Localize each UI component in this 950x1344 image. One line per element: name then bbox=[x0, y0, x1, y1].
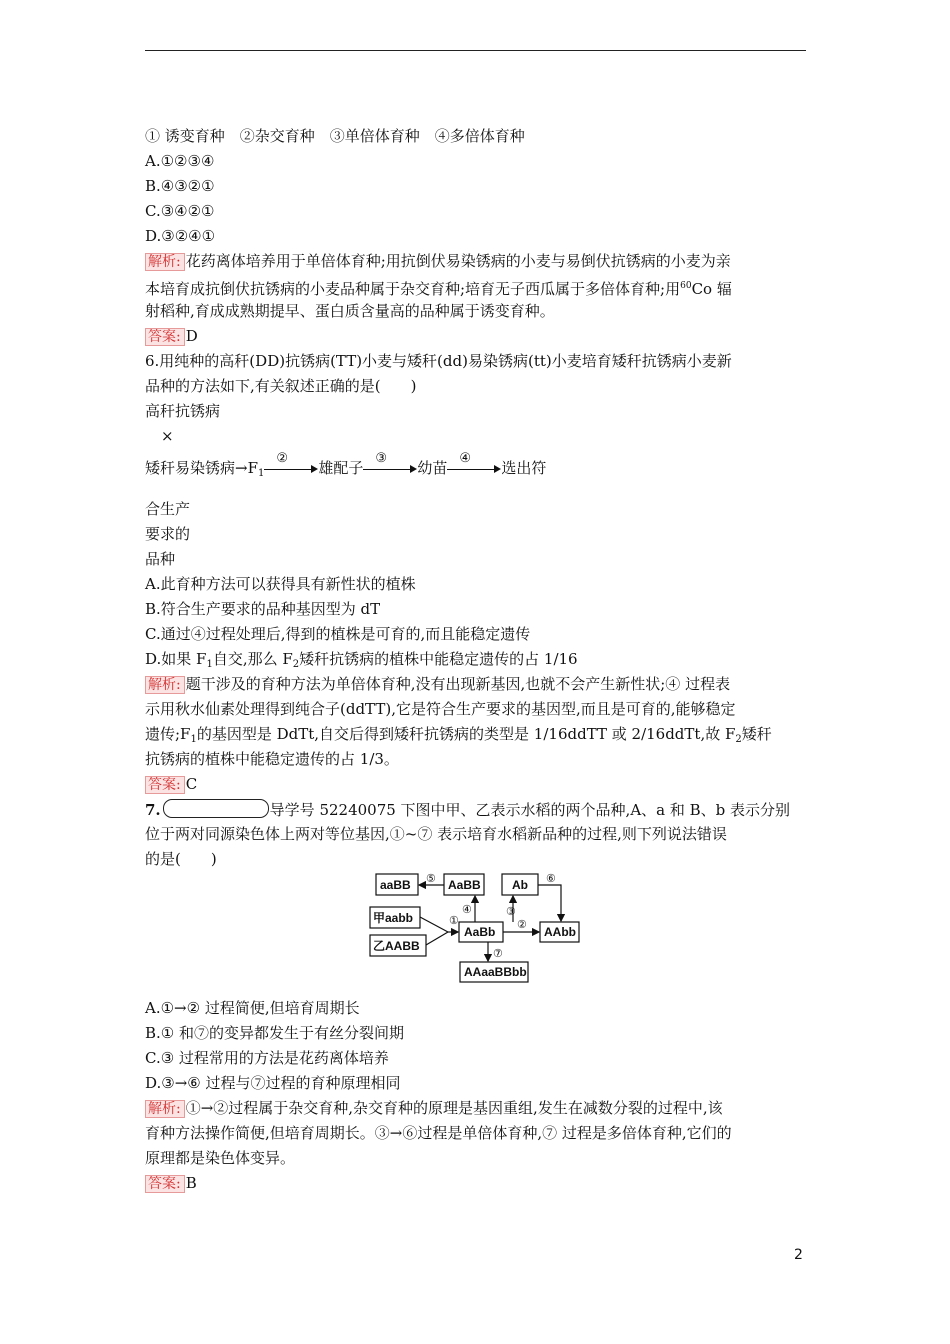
q6-flow-result-3: 品种 bbox=[145, 550, 176, 568]
q7-stem-line-3: 的是( ) bbox=[145, 850, 217, 868]
q5-analysis-line-2: 本培育成抗倒伏抗锈病的小麦品种属于杂交育种;培育无子西瓜属于多倍体育种;用$^{60}$Co 辐 bbox=[145, 280, 732, 298]
q6-flow-parent-1: 高秆抗锈病 bbox=[145, 402, 221, 420]
q6-analysis-line-1: 解析: 题干涉及的育种方法为单倍体育种,没有出现新基因,也就不会产生新性状;④ 过程表 bbox=[145, 674, 730, 694]
label-step-5: ⑤ bbox=[426, 873, 436, 885]
label-AAaaBBbb: AAaaBBbb bbox=[464, 965, 527, 979]
q5-options-line: ① 诱变育种 ②杂交育种 ③单倍体育种 ④多倍体育种 bbox=[145, 127, 525, 145]
guide-link-pill[interactable] bbox=[163, 799, 269, 818]
q5-answer: 答案: D bbox=[145, 326, 198, 346]
q5-option-b: B.④③②① bbox=[145, 177, 215, 195]
q5-analysis-line-1: 解析: 花药离体培养用于单倍体育种;用抗倒伏易染锈病的小麦与易倒伏抗锈病的小麦为亲 bbox=[145, 251, 731, 271]
label-Ab: Ab bbox=[512, 878, 528, 892]
q6-answer: 答案: C bbox=[145, 774, 197, 794]
label-step-1: ① bbox=[449, 915, 459, 927]
flow-arrow-3: ③ bbox=[363, 457, 417, 477]
label-AaBb: AaBb bbox=[464, 925, 496, 939]
q6-analysis-line-3: 遗传$;F_1$的基因型是 DdTt,自交后得到矮秆抗锈病的类型是 1/16ddTT 或 2/16ddTt,故 $F_2$矮秆 bbox=[145, 725, 772, 745]
q7-option-c: C.③ 过程常用的方法是花药离体培养 bbox=[145, 1049, 389, 1067]
q5-option-d: D.③②④① bbox=[145, 227, 216, 245]
q7-stem-line-1: 7. 导学号 52240075 下图中甲、乙表示水稻的两个品种,A、a 和 B、b 表示分别 bbox=[145, 801, 791, 819]
q7-answer: 答案: B bbox=[145, 1173, 197, 1193]
q6-option-d: D.如果 $F_1$自交,那么 $F_2$矮秆抗锈病的植株中能稳定遗传的占 1/16 bbox=[145, 650, 578, 670]
page-number: 2 bbox=[794, 1247, 803, 1263]
label-yi: 乙AABB bbox=[373, 939, 420, 953]
answer-label: 答案: bbox=[145, 776, 185, 794]
q6-flow-cross: × bbox=[161, 427, 174, 445]
label-step-3: ③ bbox=[506, 906, 516, 918]
header-rule bbox=[145, 50, 806, 51]
label-AAbb: AAbb bbox=[544, 925, 576, 939]
answer-label: 答案: bbox=[145, 1175, 185, 1193]
label-AaBB: AaBB bbox=[448, 878, 481, 892]
q6-analysis-line-2: 示用秋水仙素处理得到纯合子(ddTT),它是符合生产要求的基因型,而且是可育的,能够稳定 bbox=[145, 700, 736, 718]
q7-analysis-line-3: 原理都是染色体变异。 bbox=[145, 1149, 296, 1167]
q6-stem-line-1: 6.用纯种的高秆(DD)抗锈病(TT)小麦与矮秆(dd)易染锈病(tt)小麦培育矮秆抗锈病小麦新 bbox=[145, 352, 732, 370]
q6-option-c: C.通过④过程处理后,得到的植株是可育的,而且能稳定遗传 bbox=[145, 625, 531, 643]
q6-flow-chain: 矮秆易染锈病$\to F_1$ ② 雄配子 ③ 幼苗 ④ 选出符 bbox=[145, 451, 547, 479]
q7-option-b: B.① 和⑦的变异都发生于有丝分裂间期 bbox=[145, 1024, 405, 1042]
q6-option-b: B.符合生产要求的品种基因型为 dT bbox=[145, 600, 381, 618]
join-line-jia bbox=[420, 917, 448, 932]
q7-option-d: D.③→⑥ 过程与⑦过程的育种原理相同 bbox=[145, 1074, 401, 1092]
q7-stem-line-2: 位于两对同源染色体上两对等位基因,①~⑦ 表示培育水稻新品种的过程,则下列说法错误 bbox=[145, 825, 727, 843]
label-step-4: ④ bbox=[462, 904, 472, 916]
q6-analysis-line-4: 抗锈病的植株中能稳定遗传的占 1/3。 bbox=[145, 750, 399, 768]
label-step-6: ⑥ bbox=[546, 873, 556, 885]
q6-option-a: A.此育种方法可以获得具有新性状的植株 bbox=[145, 575, 416, 593]
q7-analysis-line-1: 解析: ①→②过程属于杂交育种,杂交育种的原理是基因重组,发生在减数分裂的过程中,该 bbox=[145, 1098, 723, 1118]
label-step-7: ⑦ bbox=[493, 948, 503, 960]
breeding-diagram bbox=[360, 868, 590, 986]
q5-option-c: C.③④②① bbox=[145, 202, 215, 220]
analysis-label: 解析: bbox=[145, 1100, 185, 1118]
q6-flow-result-1: 合生产 bbox=[145, 500, 191, 518]
q5-analysis-line-3: 射稻种,育成成熟期提早、蛋白质含量高的品种属于诱变育种。 bbox=[145, 302, 555, 320]
q7-analysis-line-2: 育种方法操作简便,但培育周期长。③→⑥过程是单倍体育种,⑦ 过程是多倍体育种,它们的 bbox=[145, 1124, 732, 1142]
q6-stem-line-2: 品种的方法如下,有关叙述正确的是( ) bbox=[145, 377, 417, 395]
flow-arrow-4: ④ bbox=[447, 457, 501, 477]
analysis-label: 解析: bbox=[145, 676, 185, 694]
join-line-yi bbox=[426, 932, 448, 945]
answer-label: 答案: bbox=[145, 328, 185, 346]
label-aaBB: aaBB bbox=[380, 878, 411, 892]
q6-flow-result-2: 要求的 bbox=[145, 525, 191, 543]
analysis-label: 解析: bbox=[145, 253, 185, 271]
flow-arrow-2: ② bbox=[264, 457, 318, 477]
label-jia: 甲aabb bbox=[373, 911, 414, 925]
label-step-2: ② bbox=[517, 919, 527, 931]
q5-option-a: A.①②③④ bbox=[145, 152, 215, 170]
arrow-6 bbox=[538, 885, 561, 921]
q7-option-a: A.①→② 过程简便,但培育周期长 bbox=[145, 999, 360, 1017]
